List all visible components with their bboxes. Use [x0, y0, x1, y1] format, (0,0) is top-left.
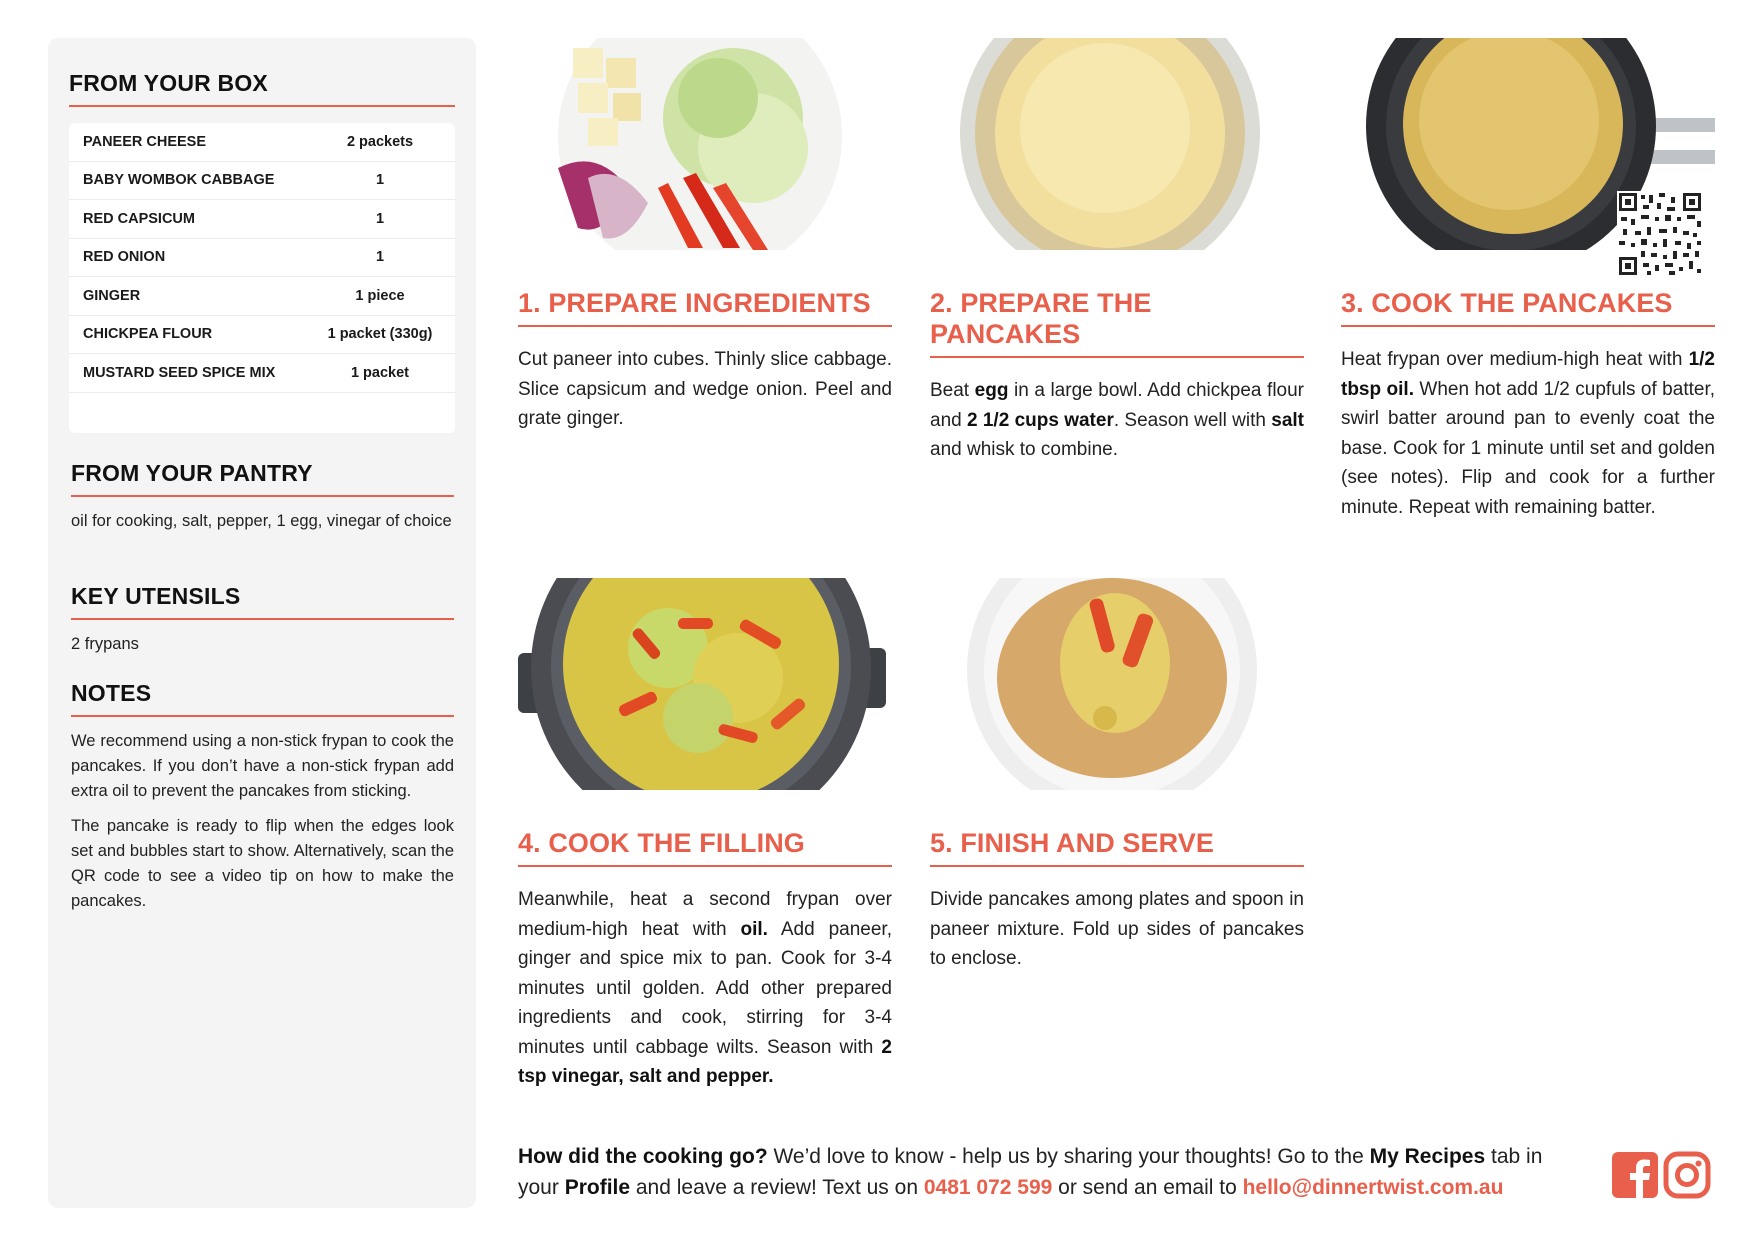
from-your-pantry-heading: FROM YOUR PANTRY: [71, 460, 454, 497]
ingredients-photo: [518, 38, 892, 250]
step-text-run: in a large bowl. Add chickpea flour and: [930, 380, 1304, 431]
notes-section: [71, 680, 454, 914]
step-title: 4. COOK THE FILLING: [518, 828, 892, 867]
utensils-section: [71, 583, 454, 657]
step-text: [518, 345, 892, 434]
step-4: [518, 578, 892, 1092]
ingredient-row: [69, 200, 455, 239]
step-5: [930, 578, 1304, 974]
step-title: 3. COOK THE PANCAKES: [1341, 288, 1715, 327]
ingredient-row: [69, 316, 455, 355]
utensils-text: 2 frypans: [71, 635, 139, 653]
step-title: 2. PREPARE THE PANCAKES: [930, 288, 1304, 358]
ingredient-qty: 1 packet: [350, 364, 410, 381]
step-text-run: Meanwhile, heat a second frypan over medium-high heat with: [518, 889, 892, 940]
ingredient-name: GINGER: [83, 287, 141, 304]
key-utensils-heading: KEY UTENSILS: [71, 583, 454, 620]
step-text-run: Add paneer, ginger and spice mix to pan. Cook for 3-4 minutes until golden. Add other prepared ingredients and cook, stirring for 3-4 minutes until cabbage wilts. Season with: [518, 918, 892, 1058]
step-text-bold: egg: [974, 380, 1009, 401]
ingredients-sidebar: [48, 38, 476, 1208]
feedback-text: We’d love to know - help us by sharing your thoughts! Go to the: [767, 1145, 1370, 1168]
profile-label: Profile: [564, 1176, 631, 1199]
step-text-bold: 1/2 tbsp oil.: [1341, 349, 1715, 400]
step-text-run: and whisk to combine.: [930, 439, 1118, 460]
ingredients-table: [69, 123, 455, 433]
step-text-bold: 2 1/2 cups water: [967, 409, 1114, 431]
ingredient-qty: 1 piece: [355, 287, 405, 304]
pantry-section: [71, 460, 454, 534]
step-text-run: Beat: [930, 380, 975, 401]
note-text: We recommend using a non-stick frypan to cook the pancakes. If you don’t have a non-stick frypan add extra oil to prevent the pancakes from sticking.: [71, 732, 454, 800]
ingredient-qty: 1: [375, 249, 385, 266]
ingredient-qty: 2 packets: [346, 133, 414, 150]
step-text-run: . Season well with: [1113, 409, 1272, 431]
step-title: 5. FINISH AND SERVE: [930, 828, 1304, 867]
facebook-icon[interactable]: [1611, 1151, 1659, 1199]
step-text-run: Heat frypan over medium-high heat with: [1341, 349, 1689, 370]
instagram-icon[interactable]: [1663, 1151, 1711, 1199]
feedback-text: or send an email to: [1052, 1176, 1243, 1199]
step-text-bold: salt: [1271, 409, 1305, 431]
feedback-text: tab in your: [518, 1145, 1543, 1199]
my-recipes-label: My Recipes: [1369, 1145, 1486, 1168]
step-text: [1341, 345, 1715, 522]
ingredient-row: [69, 354, 455, 393]
feedback-footer: [518, 1141, 1578, 1203]
ingredient-qty: 1: [375, 172, 385, 189]
feedback-text: and leave a review! Text us on: [630, 1176, 924, 1199]
step-text: [930, 885, 1304, 974]
step-text-bold: 2 tsp vinegar, salt and pepper.: [518, 1036, 892, 1087]
email-link[interactable]: hello@dinnertwist.com.au: [1242, 1176, 1504, 1199]
step-text-run: Cut paneer into cubes. Thinly slice cabbage. Slice capsicum and wedge onion. Peel and grate ginger.: [518, 349, 892, 429]
step-text-bold: oil.: [740, 918, 768, 940]
qr-code-icon[interactable]: [1617, 191, 1703, 277]
ingredient-row: [69, 162, 455, 201]
ingredient-name: CHICKPEA FLOUR: [83, 326, 213, 343]
step-2: [930, 38, 1304, 465]
ingredient-qty: 1 packet (330g): [327, 326, 433, 343]
ingredient-row: [69, 239, 455, 278]
step-3: [1341, 38, 1715, 522]
ingredient-row: [69, 277, 455, 316]
step-text: [518, 885, 892, 1092]
ingredient-name: RED CAPSICUM: [83, 210, 195, 227]
ingredient-name: RED ONION: [83, 249, 166, 266]
step-title: 1. PREPARE INGREDIENTS: [518, 288, 892, 327]
phone-number[interactable]: 0481 072 599: [923, 1176, 1053, 1199]
ingredient-qty: 1: [375, 210, 385, 227]
ingredient-name: MUSTARD SEED SPICE MIX: [83, 364, 276, 381]
batter-photo: [930, 38, 1304, 250]
filling-in-pan-photo: [518, 578, 892, 790]
ingredient-name: BABY WOMBOK CABBAGE: [83, 172, 275, 189]
from-your-box-heading: FROM YOUR BOX: [69, 70, 455, 107]
finished-pancake-photo: [930, 578, 1304, 790]
step-text-run: Divide pancakes among plates and spoon in paneer mixture. Fold up sides of pancakes to enclose.: [930, 889, 1304, 969]
note-text: The pancake is ready to flip when the edges look set and bubbles start to show. Alternatively, scan the QR code to see a video tip on how to make the pancakes.: [71, 817, 454, 910]
feedback-question: How did the cooking go?: [518, 1145, 768, 1168]
step-text-run: When hot add 1/2 cupfuls of batter, swirl batter around pan to evenly coat the base. Cook for 1 minute until set and golden (see notes). Flip and cook for a further minute. Repeat with remaining batter.: [1341, 378, 1715, 518]
ingredient-row: [69, 123, 455, 162]
ingredient-name: PANEER CHEESE: [83, 133, 207, 150]
pantry-text: oil for cooking, salt, pepper, 1 egg, vinegar of choice: [71, 512, 452, 530]
notes-heading: NOTES: [71, 680, 454, 717]
step-text: [930, 376, 1304, 465]
step-1: [518, 38, 892, 434]
